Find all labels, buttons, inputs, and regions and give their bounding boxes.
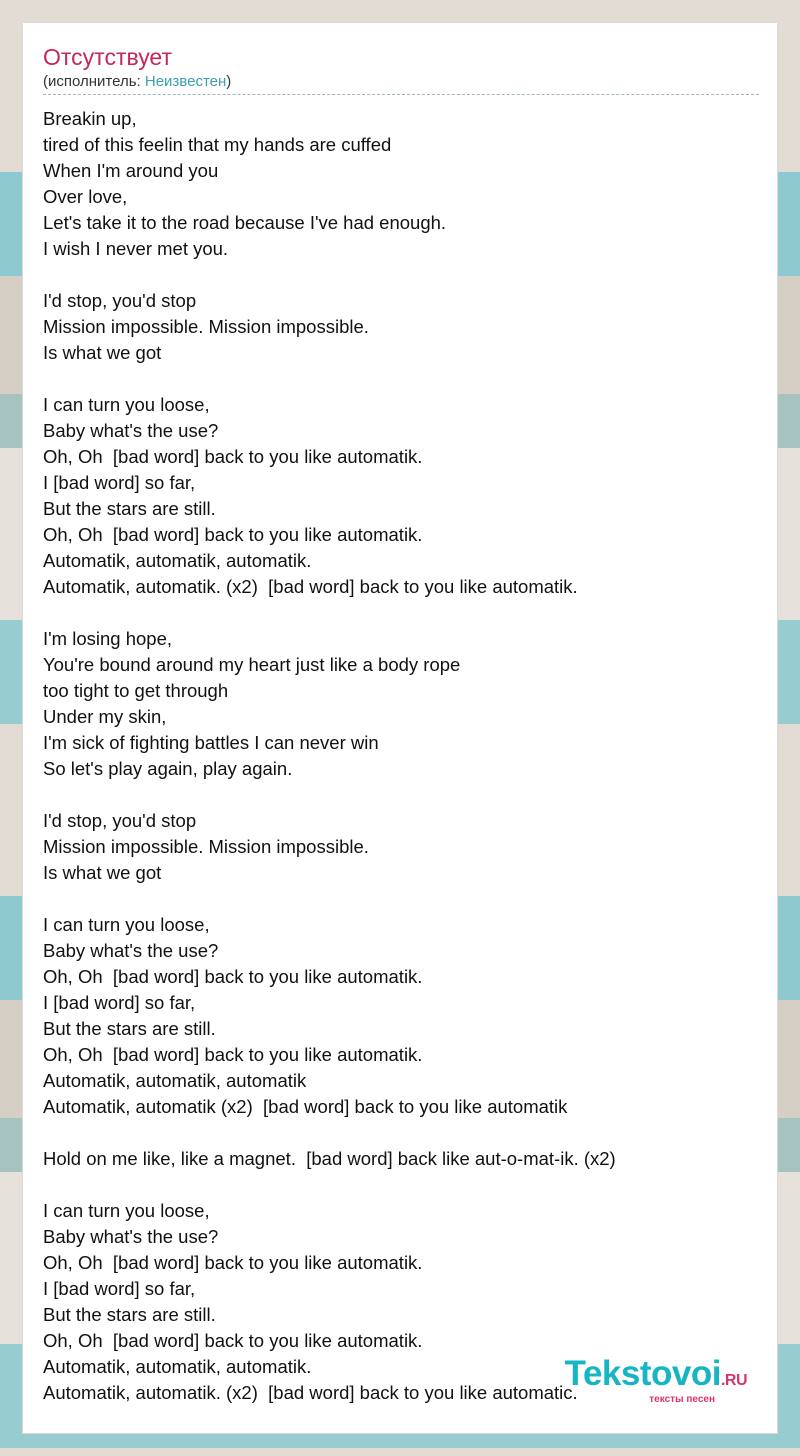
lyrics-line: I wish I never met you. (43, 238, 229, 259)
lyrics-blank-line (43, 1172, 759, 1198)
lyrics-line: I'd stop, you'd stop (43, 290, 197, 311)
lyrics-line: Under my skin, (43, 706, 167, 727)
lyrics-blank-line (43, 886, 759, 912)
artist-line (43, 72, 231, 92)
lyrics-line: Automatik, automatik, automatik (43, 1070, 307, 1091)
lyrics-line: Oh, Oh [bad word] back to you like automatik. (43, 1044, 423, 1065)
lyrics-line: Mission impossible. Mission impossible. (43, 316, 369, 337)
lyrics-blank-line (43, 600, 759, 626)
lyrics-line: I can turn you loose, (43, 394, 210, 415)
lyrics-line: Oh, Oh [bad word] back to you like automatik. (43, 1252, 423, 1273)
lyrics-blank-line (43, 1120, 759, 1146)
lyrics-line: Over love, (43, 186, 128, 207)
lyrics-line: Oh, Oh [bad word] back to you like automatik. (43, 1330, 423, 1351)
song-title: Отсутствует (43, 44, 172, 70)
lyrics-line: Automatik, automatik. (x2) [bad word] back to you like automatik. (43, 576, 578, 597)
lyrics-line: I can turn you loose, (43, 914, 210, 935)
lyrics-line: tired of this feelin that my hands are cuffed (43, 134, 392, 155)
lyrics-line: I [bad word] so far, (43, 992, 196, 1013)
lyrics-blank-line (43, 782, 759, 808)
lyrics-line: I can turn you loose, (43, 1200, 210, 1221)
lyrics-line: I'd stop, you'd stop (43, 810, 197, 831)
lyrics-line: Automatik, automatik, automatik. (43, 550, 312, 571)
lyrics-line: Oh, Oh [bad word] back to you like automatik. (43, 446, 423, 467)
lyrics-line: You're bound around my heart just like a body rope (43, 654, 461, 675)
lyrics-line: Oh, Oh [bad word] back to you like automatik. (43, 524, 423, 545)
artist-prefix: (исполнитель: (43, 73, 145, 90)
lyrics-line: But the stars are still. (43, 1018, 216, 1039)
lyrics-line: Let's take it to the road because I've had enough. (43, 212, 447, 233)
lyrics-line: Is what we got (43, 342, 162, 363)
lyrics-line: Baby what's the use? (43, 1226, 219, 1247)
lyrics-line: Baby what's the use? (43, 420, 219, 441)
lyrics-line: But the stars are still. (43, 1304, 216, 1325)
logo-tld: .RU (720, 1372, 747, 1389)
divider (43, 94, 759, 95)
lyrics-line: I'm losing hope, (43, 628, 172, 649)
lyrics-line: Baby what's the use? (43, 940, 219, 961)
lyrics-line: So let's play again, play again. (43, 758, 293, 779)
lyrics-text (43, 106, 759, 1406)
lyrics-line: too tight to get through (43, 680, 229, 701)
lyrics-line: Oh, Oh [bad word] back to you like automatik. (43, 966, 423, 987)
lyrics-line: Is what we got (43, 862, 162, 883)
logo-main-text: Tekstovoi (564, 1354, 721, 1393)
logo-subtitle: тексты песен (649, 1394, 715, 1405)
lyrics-line: But the stars are still. (43, 498, 216, 519)
lyrics-line: Automatik, automatik, automatik. (43, 1356, 312, 1377)
lyrics-line: Automatik, automatik (x2) [bad word] back to you like automatik (43, 1096, 568, 1117)
lyrics-line: Mission impossible. Mission impossible. (43, 836, 369, 857)
lyrics-blank-line (43, 366, 759, 392)
lyrics-line: Automatik, automatik. (x2) [bad word] back to you like automatic. (43, 1382, 578, 1403)
lyrics-line: I'm sick of fighting battles I can never win (43, 732, 379, 753)
lyrics-line: I [bad word] so far, (43, 1278, 196, 1299)
lyrics-line: I [bad word] so far, (43, 472, 196, 493)
site-logo[interactable] (564, 1354, 747, 1405)
lyrics-line: Breakin up, (43, 108, 137, 129)
artist-suffix: ) (226, 73, 232, 90)
artist-link[interactable]: Неизвестен (144, 73, 227, 90)
lyrics-blank-line (43, 262, 759, 288)
lyrics-card (22, 22, 778, 1434)
lyrics-line: Hold on me like, like a magnet. [bad word] back like aut-o-mat-ik. (x2) (43, 1148, 616, 1169)
lyrics-line: When I'm around you (43, 160, 219, 181)
